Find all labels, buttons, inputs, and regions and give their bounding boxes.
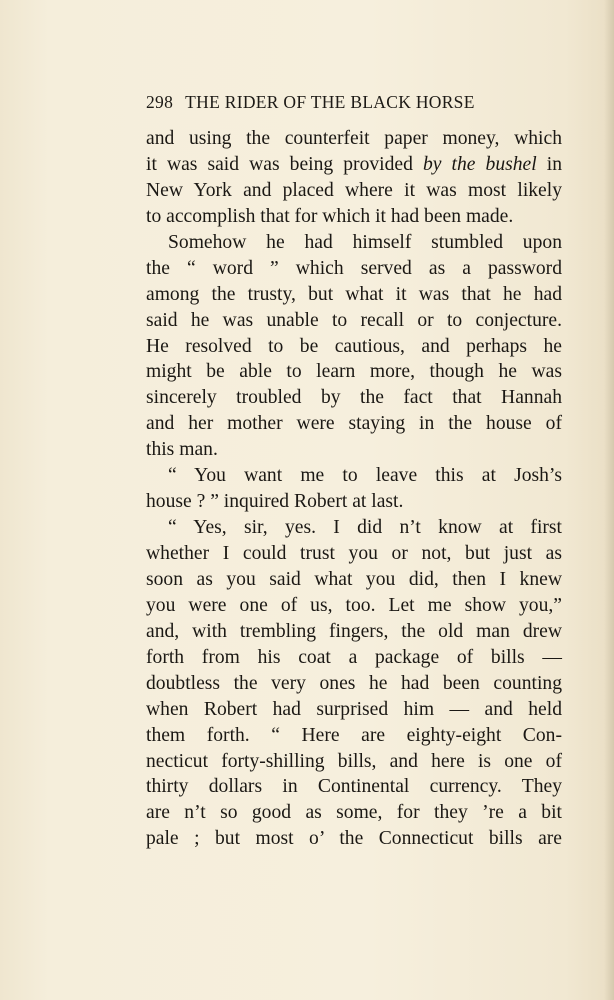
text-line: Somehow he had himself stumbled upon [168, 231, 562, 253]
text-line: it was said was being provided by the bushel in [146, 153, 562, 175]
text-line: pale ; but most o’ the Connecticut bills are [146, 828, 562, 850]
text-line: might be able to learn more, though he was [146, 361, 562, 383]
running-title: THE RIDER OF THE BLACK HORSE [185, 92, 475, 112]
text-line: the “ word ” which served as a password [146, 257, 562, 279]
text-line: soon as you said what you did, then I knew [146, 568, 562, 590]
text-line: this man. [146, 439, 218, 461]
text-line: and, with trembling fingers, the old man drew [146, 620, 562, 642]
text-line: to accomplish that for which it had been made. [146, 205, 514, 227]
text-line: and using the counterfeit paper money, which [146, 128, 562, 149]
text-line: “ You want me to leave this at Josh’s [168, 465, 562, 487]
text-line: whether I could trust you or not, but just as [146, 543, 562, 564]
italic-phrase: by the bushel [422, 153, 537, 175]
text-line: New York and placed where it was most likely [146, 179, 562, 201]
text-line: thirty dollars in Continental currency. They [146, 776, 562, 798]
running-header [146, 92, 560, 113]
page-gutter-shadow [604, 0, 614, 1000]
body-text [146, 126, 562, 852]
text-line: “ Yes, sir, yes. I did n’t know at first [168, 517, 562, 539]
text-line: and her mother were staying in the house of [146, 413, 562, 435]
text-line: are n’t so good as some, for they ’re a bit [146, 802, 562, 824]
text-line: sincerely troubled by the fact that Hannah [146, 387, 562, 409]
text-line: said he was unable to recall or to conjecture. [146, 309, 562, 331]
text-line: when Robert had surprised him — and held [146, 698, 562, 720]
text-line: forth from his coat a package of bills — [146, 646, 562, 668]
text-line: you were one of us, too. Let me show you,” [146, 594, 562, 616]
text-line: house ? ” inquired Robert at last. [146, 491, 404, 513]
text-line: He resolved to be cautious, and perhaps he [146, 335, 562, 357]
text-line: them forth. “ Here are eighty-eight Con- [146, 724, 562, 746]
text-line: necticut forty-shilling bills, and here is one of [146, 750, 562, 772]
text-line: among the trusty, but what it was that he had [146, 283, 562, 305]
text-line: doubtless the very ones he had been counting [146, 672, 562, 694]
page-number: 298 [146, 92, 174, 112]
